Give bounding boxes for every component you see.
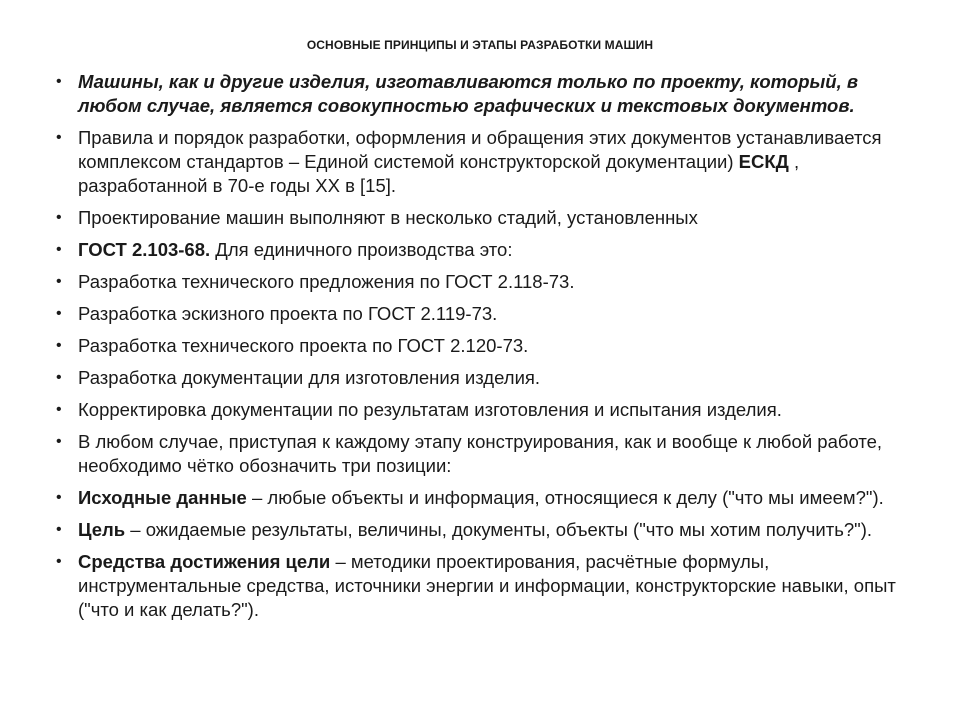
list-item [52,366,912,390]
list-item [52,550,912,622]
list-item [52,518,912,542]
item-text: Разработка технического предложения по ГОСТ 2.118-73. [78,271,575,292]
bullet-icon: • [56,489,62,506]
item-bold-text: Исходные данные [78,487,247,508]
item-text: – любые объекты и информация, относящиеся к делу ("что мы имеем?"). [246,487,884,508]
item-text: Правила и порядок разработки, оформления и обращения этих документов устанавливается комплексом стандартов – Единой системой конструкторской документации) [78,127,882,172]
list-item [52,238,912,262]
item-text: Проектирование машин выполняют в несколько стадий, установленных [78,207,698,228]
item-text: Разработка технического проекта по ГОСТ 2.120-73. [78,335,529,356]
list-item [52,430,912,478]
bullet-icon: • [56,369,62,386]
bullet-icon: • [56,129,62,146]
list-item [52,486,912,510]
list-item [52,70,912,118]
list-item [52,126,912,198]
list-item [52,206,912,230]
list-item [52,270,912,294]
item-bold-text: ЕСКД [738,151,789,172]
bullet-icon: • [56,553,62,570]
bullet-list [52,70,912,630]
bullet-icon: • [56,73,62,90]
item-bold-text: ГОСТ 2.103-68. [78,239,211,260]
bullet-icon: • [56,273,62,290]
list-item [52,334,912,358]
item-text: , разработанной в 70-е годы XX в [15]. [78,151,800,196]
item-bold-text: Цель [78,519,126,540]
item-text: Для единичного производства это: [210,239,513,260]
list-item [52,302,912,326]
item-text: Разработка документации для изготовления изделия. [78,367,541,388]
bullet-icon: • [56,433,62,450]
bullet-icon: • [56,337,62,354]
bullet-icon: • [56,305,62,322]
slide-title: ОСНОВНЫЕ ПРИНЦИПЫ И ЭТАПЫ РАЗРАБОТКИ МАШИН [306,38,654,52]
bullet-icon: • [56,521,62,538]
list-item [52,398,912,422]
item-text: – методики проектирования, расчётные формулы, инструментальные средства, источники энергии и информации, конструкторские навыки, опыт ("что и как делать?"). [78,551,896,620]
bullet-icon: • [56,401,62,418]
item-text: Машины, как и другие изделия, изготавливаются только по проекту, который, в любом случае, является совокупностью графических и текстовых документов. [78,71,859,116]
item-text: – ожидаемые результаты, величины, документы, объекты ("что мы хотим получить?"). [125,519,873,540]
bullet-icon: • [56,209,62,226]
item-bold-text: Средства достижения цели [78,551,331,572]
item-text: Разработка эскизного проекта по ГОСТ 2.119-73. [78,303,498,324]
item-text: Корректировка документации по результатам изготовления и испытания изделия. [78,399,782,420]
item-text: В любом случае, приступая к каждому этапу конструирования, как и вообще к любой работе, необходимо чётко обозначить три позиции: [78,431,883,476]
bullet-icon: • [56,241,62,258]
